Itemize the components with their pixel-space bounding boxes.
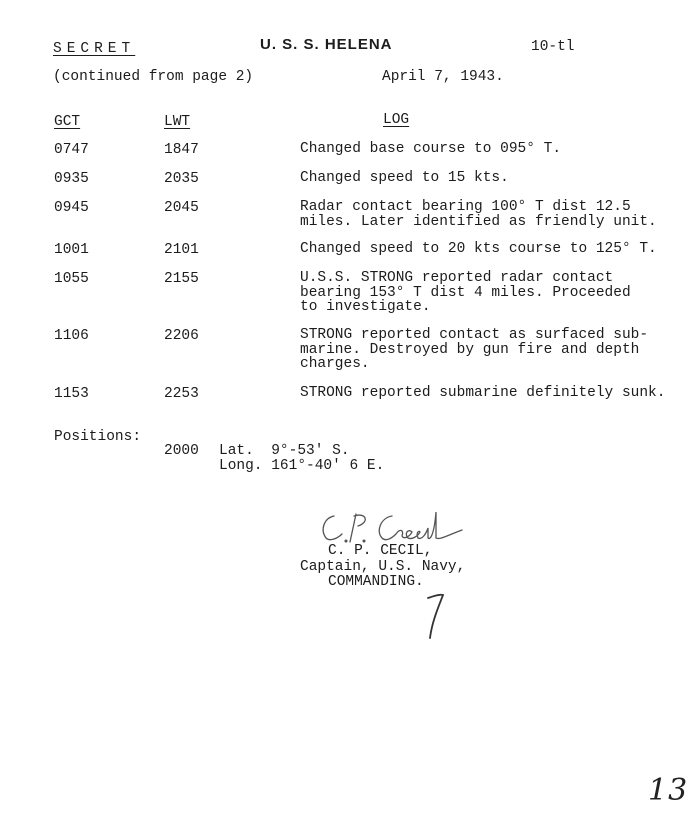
entry-log: U.S.S. STRONG reported radar contact bearing 153° T dist 4 miles. Proceeded to investigate. — [300, 270, 631, 315]
entry-gct: 1106 — [54, 328, 89, 344]
entry-gct: 0945 — [54, 200, 89, 216]
entry-log: Radar contact bearing 100° T dist 12.5 miles. Later identified as friendly unit. — [300, 199, 657, 230]
entry-lwt: 2045 — [164, 200, 199, 216]
document-ref: 10-tl — [531, 39, 575, 55]
entry-log: Changed speed to 20 kts course to 125° T. — [300, 241, 657, 257]
column-header-lwt: LWT — [164, 114, 191, 130]
column-header-log: LOG — [383, 112, 410, 128]
entry-log: STRONG reported submarine definitely sunk. — [300, 385, 666, 401]
entry-log: Changed base course to 095° T. — [300, 141, 562, 157]
entry-lwt: 2035 — [164, 171, 199, 187]
entry-lwt: 2206 — [164, 328, 199, 344]
classification-label: SECRET — [53, 41, 136, 57]
entry-gct: 1001 — [54, 242, 89, 258]
entry-gct: 1153 — [54, 386, 89, 402]
entry-gct: 1055 — [54, 271, 89, 287]
signer-name: C. P. CECIL, — [328, 543, 433, 559]
entry-lwt: 2253 — [164, 386, 199, 402]
entry-log: Changed speed to 15 kts. — [300, 170, 509, 186]
handwritten-seven — [424, 592, 446, 640]
entry-gct: 0935 — [54, 171, 89, 187]
signature-block — [300, 544, 465, 591]
log-entry — [54, 328, 694, 378]
position-latitude: Lat. 9°-53' S. — [219, 443, 350, 459]
page-number: 13 — [648, 773, 689, 808]
signer-role: COMMANDING. — [328, 574, 424, 590]
entry-gct: 0747 — [54, 142, 89, 158]
entry-lwt: 2101 — [164, 242, 199, 258]
ship-title: U. S. S. HELENA — [260, 36, 393, 53]
log-entry — [54, 271, 694, 321]
signer-rank: Captain, U.S. Navy, — [300, 558, 466, 575]
position-longitude: Long. 161°-40' 6 E. — [219, 458, 385, 474]
continued-note: (continued from page 2) — [53, 69, 254, 85]
entry-lwt: 1847 — [164, 142, 199, 158]
entry-lwt: 2155 — [164, 271, 199, 287]
entry-log: STRONG reported contact as surfaced sub- marine. Destroyed by gun fire and depth charges. — [300, 327, 649, 372]
log-entry — [54, 386, 694, 436]
column-header-gct: GCT — [54, 114, 81, 130]
document-date: April 7, 1943. — [382, 69, 504, 85]
positions-label: Positions: — [54, 429, 142, 445]
position-time: 2000 — [164, 443, 199, 459]
